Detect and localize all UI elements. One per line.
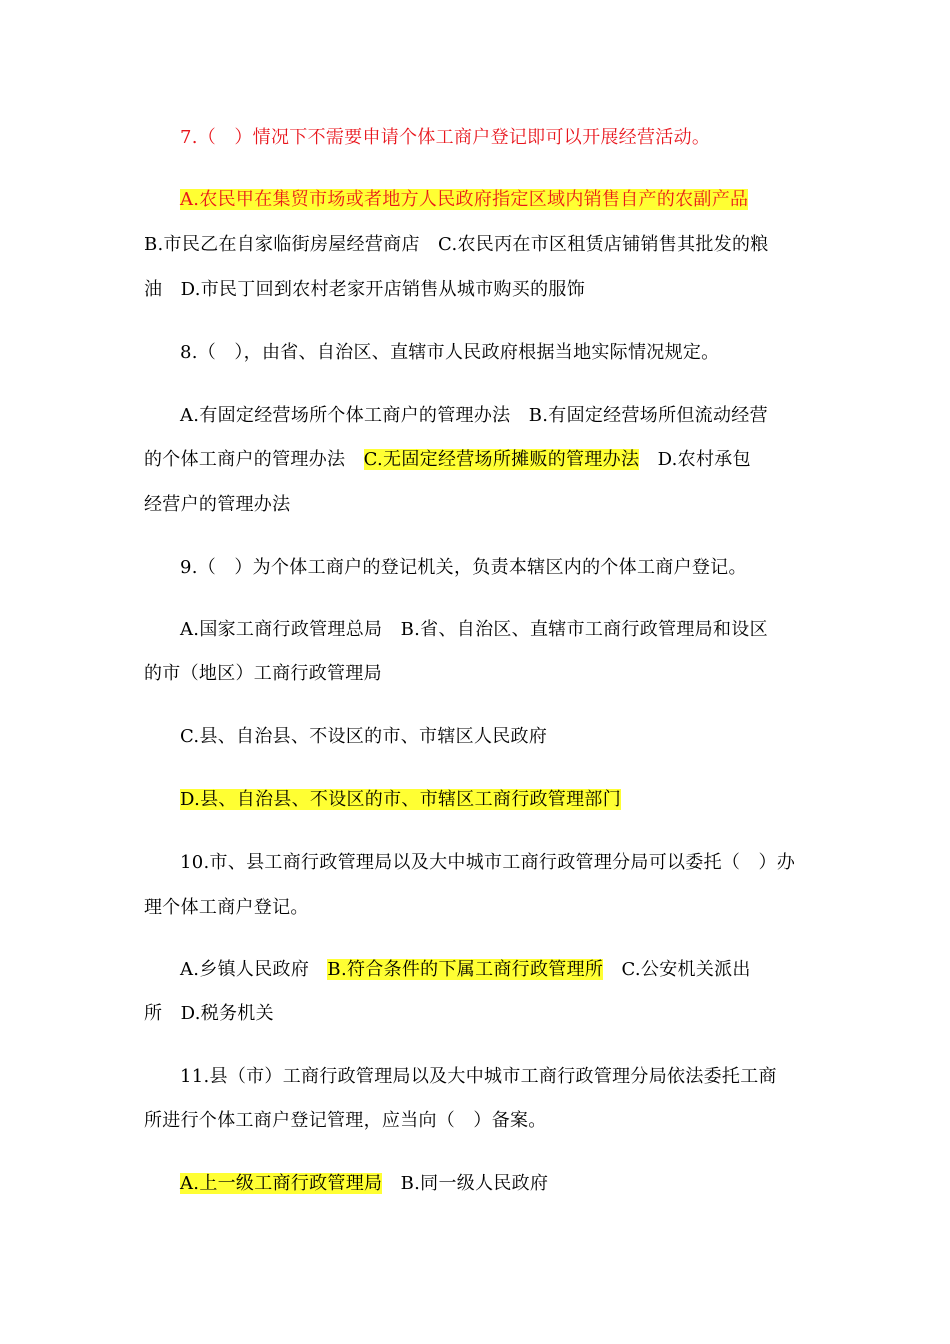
q10-line1-post: C.公安机关派出: [603, 959, 751, 980]
q7-option-a: [180, 187, 860, 213]
q9-options-line-2: 的市（地区）工商行政管理局: [144, 663, 382, 684]
q9-option-c: C.县、自治县、不设区的市、市辖区人民政府: [180, 726, 548, 747]
q8-line2-post: D.农村承包: [639, 449, 751, 470]
q9-answer-highlight: D.县、自治县、不设区的市、市辖区工商行政管理部门: [180, 789, 622, 810]
q7-answer-highlight: A.农民甲在集贸市场或者地方人民政府指定区域内销售自产的农副产品: [180, 189, 749, 210]
q9-stem: 9.（ ）为个体工商户的登记机关，负责本辖区内的个体工商户登记。: [180, 557, 747, 578]
q7-options-line-3: 油 D.市民丁回到农村老家开店销售从城市购买的服饰: [144, 279, 586, 300]
q8-answer-highlight: C.无固定经营场所摊贩的管理办法: [363, 449, 640, 470]
q10-options-line-2: 所 D.税务机关: [144, 1003, 274, 1024]
q8-line2-pre: 的个体工商户的管理办法: [144, 449, 364, 470]
q9-options-line-1: A.国家工商行政管理总局 B.省、自治区、直辖市工商行政管理局和设区: [180, 619, 768, 640]
q9-option-d: [180, 787, 860, 813]
q11-stem-line-2: 所进行个体工商户登记管理，应当向（ ）备案。: [144, 1110, 547, 1131]
q8-options-line-3: 经营户的管理办法: [144, 494, 291, 515]
q7-options-line-2: B.市民乙在自家临街房屋经营商店 C.农民丙在市区租赁店铺销售其批发的粮: [144, 234, 769, 255]
q8-options-line-1: A.有固定经营场所个体工商户的管理办法 B.有固定经营场所但流动经营: [180, 405, 768, 426]
q10-answer-highlight: B.符合条件的下属工商行政管理所: [327, 959, 604, 980]
q10-stem-line-2: 理个体工商户登记。: [144, 897, 309, 918]
q10-line1-pre: A.乡镇人民政府: [180, 959, 328, 980]
q11-option-b: B.同一级人民政府: [382, 1173, 549, 1194]
q11-stem-line-1: 11.县（市）工商行政管理局以及大中城市工商行政管理分局依法委托工商: [180, 1066, 777, 1087]
q7-stem: 7.（ ）情况下不需要申请个体工商户登记即可以开展经营活动。: [180, 127, 711, 148]
q11-options-line-1: [180, 1171, 860, 1197]
q8-stem: 8.（ ），由省、自治区、直辖市人民政府根据当地实际情况规定。: [180, 342, 720, 363]
q10-stem-line-1: 10.市、县工商行政管理局以及大中城市工商行政管理分局可以委托（ ）办: [180, 852, 796, 873]
q10-options-line-1: [180, 957, 860, 983]
q11-answer-highlight: A.上一级工商行政管理局: [180, 1173, 383, 1194]
q8-options-line-2: [144, 447, 824, 473]
